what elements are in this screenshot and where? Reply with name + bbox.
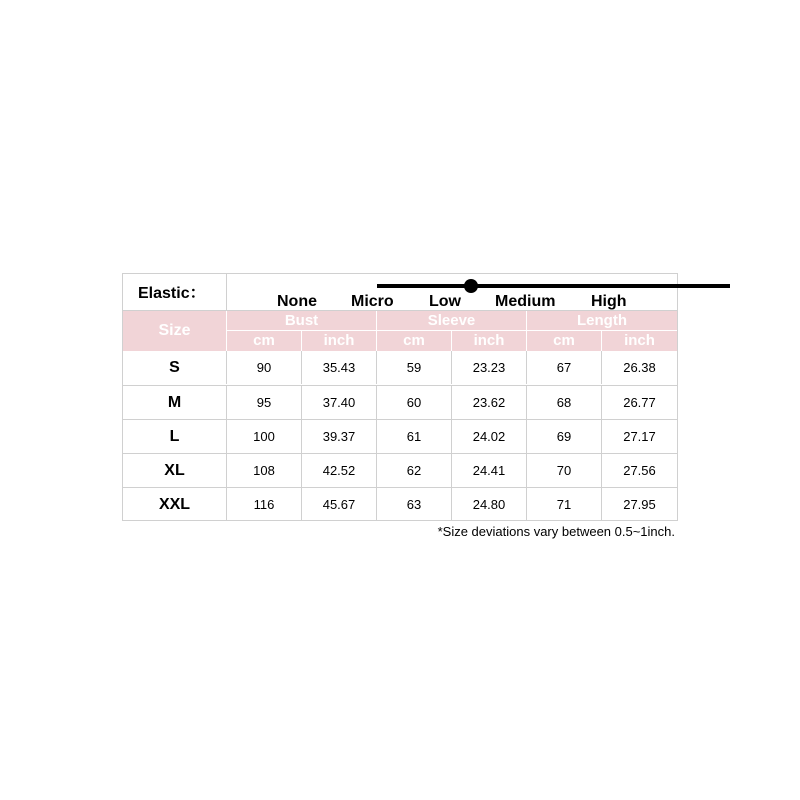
bust-cm-cell: 116 (227, 488, 302, 521)
sleeve-cm-cell: 61 (377, 420, 452, 453)
table-row (123, 419, 677, 453)
bust-inch-cell: 42.52 (302, 454, 377, 487)
bust-inch-cell: 35.43 (302, 351, 377, 384)
length-inch-cell: 26.77 (623, 395, 656, 410)
header-size: Size (123, 311, 227, 351)
length-inch-cell: 26.38 (623, 360, 656, 375)
table-row (123, 351, 677, 385)
header-unit-cm: cm (527, 331, 602, 351)
bust-cm-cell: 95 (227, 386, 302, 419)
size-cell: XL (123, 454, 227, 487)
length-inch-cell: 27.17 (623, 429, 656, 444)
length-inch-cell: 27.95 (623, 497, 656, 512)
elastic-level-low: Low (429, 293, 461, 310)
elastic-scale-line (377, 284, 730, 288)
table-body (123, 351, 677, 521)
table-row (123, 385, 677, 419)
length-cm-cell: 67 (527, 351, 602, 384)
header-length: Length (527, 311, 677, 331)
bust-inch-cell: 45.67 (302, 488, 377, 521)
elastic-level-medium: Medium (495, 293, 556, 310)
header-unit-inch: inch (624, 332, 655, 349)
elastic-selected-dot (464, 279, 478, 293)
sleeve-cm-cell: 60 (377, 386, 452, 419)
size-cell: M (123, 386, 227, 419)
length-cm-cell: 70 (527, 454, 602, 487)
elastic-level-high: High (591, 293, 627, 310)
length-cm-cell: 71 (527, 488, 602, 521)
length-cm-cell: 69 (527, 420, 602, 453)
size-chart (122, 273, 678, 521)
header-sleeve: Sleeve (377, 311, 527, 331)
sleeve-inch-cell: 24.41 (452, 454, 527, 487)
header-unit-cm: cm (227, 331, 302, 351)
size-cell: L (123, 420, 227, 453)
sleeve-cm-cell: 63 (377, 488, 452, 521)
table-header (123, 311, 677, 351)
header-bust: Bust (227, 311, 377, 331)
bust-cm-cell: 100 (227, 420, 302, 453)
size-cell: XXL (123, 488, 227, 521)
header-unit-inch: inch (452, 331, 527, 351)
bust-inch-cell: 39.37 (302, 420, 377, 453)
sleeve-cm-cell: 59 (377, 351, 452, 384)
header-unit-cm: cm (377, 331, 452, 351)
length-inch-cell: 27.56 (623, 463, 656, 478)
sleeve-inch-cell: 24.80 (452, 488, 527, 521)
size-deviation-note: *Size deviations vary between 0.5~1inch. (437, 524, 675, 539)
elastic-level-micro: Micro (351, 293, 394, 310)
size-cell: S (123, 351, 227, 384)
elastic-scale (227, 274, 677, 310)
table-row (123, 453, 677, 487)
bust-inch-cell: 37.40 (302, 386, 377, 419)
bust-cm-cell: 90 (227, 351, 302, 384)
table-row (123, 487, 677, 521)
header-unit-inch: inch (302, 331, 377, 351)
sleeve-inch-cell: 23.62 (452, 386, 527, 419)
elastic-level-none: None (277, 293, 317, 310)
length-cm-cell: 68 (527, 386, 602, 419)
elastic-row (123, 274, 677, 311)
elastic-label: Elastic： (123, 274, 227, 310)
sleeve-cm-cell: 62 (377, 454, 452, 487)
sleeve-inch-cell: 24.02 (452, 420, 527, 453)
bust-cm-cell: 108 (227, 454, 302, 487)
sleeve-inch-cell: 23.23 (452, 351, 527, 384)
